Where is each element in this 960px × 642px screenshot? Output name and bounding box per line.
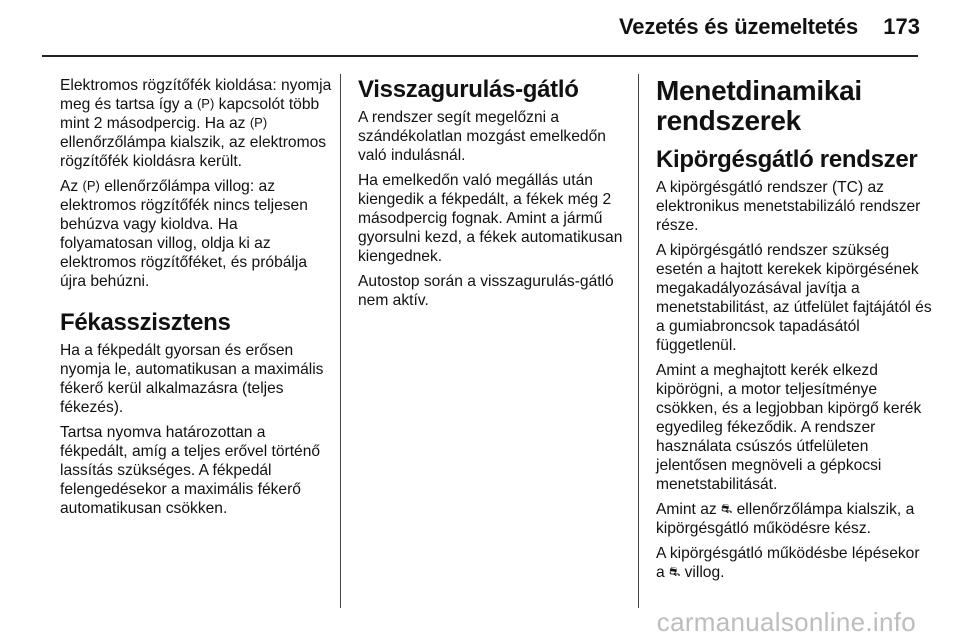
section-heading-hill-hold: Visszagurulás-gátló: [358, 76, 579, 103]
traction-control-icon: ⛐: [669, 564, 681, 579]
paragraph-tc-1: A kipörgésgátló rendszer (TC) az elektronikus menetstabilizáló rendszer része.: [656, 179, 921, 234]
text: Elektromos rögzítőfék kioldása: nyomja meg és tartsa így a: [60, 77, 332, 113]
paragraph-tc-5: [656, 544, 932, 582]
text: ellenőrzőlámpa kialszik, a kipörgésgátló működésre kész.: [656, 501, 915, 537]
paragraph-tc-2: A kipörgésgátló rendszer szükség esetén a hajtott kerekek kipörgésének megakadályozásával javítja a menetstabilitást, az útfelület fajtájától és a gumiabroncsok tapadásától függetlenül.: [656, 242, 932, 354]
watermark: carmanualsonline.info: [656, 607, 916, 637]
paragraph-hill-hold-2: Ha emelkedőn való megállás után kiengedik a fékpedált, a fékek még 2 másodpercig fognak. Amint a jármű gyorsulni kezd, a fékek automatikusan kiengednek.: [358, 172, 623, 265]
column-2: [358, 76, 632, 316]
paragraph-hill-hold-1: A rendszer segít megelőzni a szándékolatlan mozgást emelkedőn való indulásnál.: [358, 109, 606, 164]
paragraph-brake-release: [60, 76, 332, 171]
column-divider-1: [340, 74, 341, 608]
text: kapcsolót több mint 2 másodpercig. Ha az: [60, 96, 320, 132]
section-heading-traction-control: Kipörgésgátló rendszer: [656, 146, 918, 173]
column-1: [60, 76, 332, 524]
text: ellenőrzőlámpa kialszik, az elektromos rögzítőfék kioldásra került.: [60, 134, 327, 170]
page-header: [0, 0, 960, 58]
column-divider-2: [638, 74, 639, 608]
parking-brake-icon: (P): [249, 115, 268, 130]
paragraph-brake-blink: [60, 177, 332, 291]
paragraph-tc-4: [656, 500, 932, 538]
text: villog.: [684, 564, 725, 581]
parking-brake-icon: (P): [82, 178, 100, 193]
chapter-heading-driving-dynamics: Menetdinamikai rendszerek: [656, 75, 862, 136]
paragraph-brake-assist-1: Ha a fékpedált gyorsan és erősen nyomja le, automatikusan a maximális fékerő kerül alkalmazásra (teljes fékezés).: [60, 342, 324, 416]
section-heading-brake-assist: Fékasszisztens: [60, 309, 231, 336]
header-divider: [42, 55, 918, 57]
text: ellenőrzőlámpa villog: az elektromos rögzítőfék nincs teljesen behúzva vagy kioldva. Ha folyamatosan villog, oldja ki az elektromos rögzítőféket, és próbálja újra behúzni.: [60, 178, 308, 290]
text: Az: [60, 178, 79, 195]
text: A kipörgésgátló működésbe lépésekor a: [656, 545, 920, 581]
parking-brake-icon: (P): [196, 96, 215, 111]
text: Amint az: [656, 501, 717, 518]
page-number: 173: [883, 14, 920, 39]
paragraph-brake-assist-2: Tartsa nyomva határozottan a fékpedált, amíg a teljes erővel történő lassítás szükséges. A fékpedál felengedésekor a maximális fékerő automatikusan csökken.: [60, 424, 321, 517]
paragraph-hill-hold-3: Autostop során a visszagurulás-gátló nem aktív.: [358, 273, 614, 309]
paragraph-tc-3: Amint a meghajtott kerék elkezd kipörögni, a motor teljesítménye csökken, és a legjobban kipörgő kerék egyedileg fékeződik. A rendszer használata csúszós útfelületen jelentősen megnöveli a gépkocsi menetstabilitását.: [656, 362, 922, 493]
header-title: Vezetés és üzemeltetés: [619, 14, 858, 39]
column-3: [656, 76, 932, 588]
traction-control-icon: ⛐: [721, 501, 733, 516]
